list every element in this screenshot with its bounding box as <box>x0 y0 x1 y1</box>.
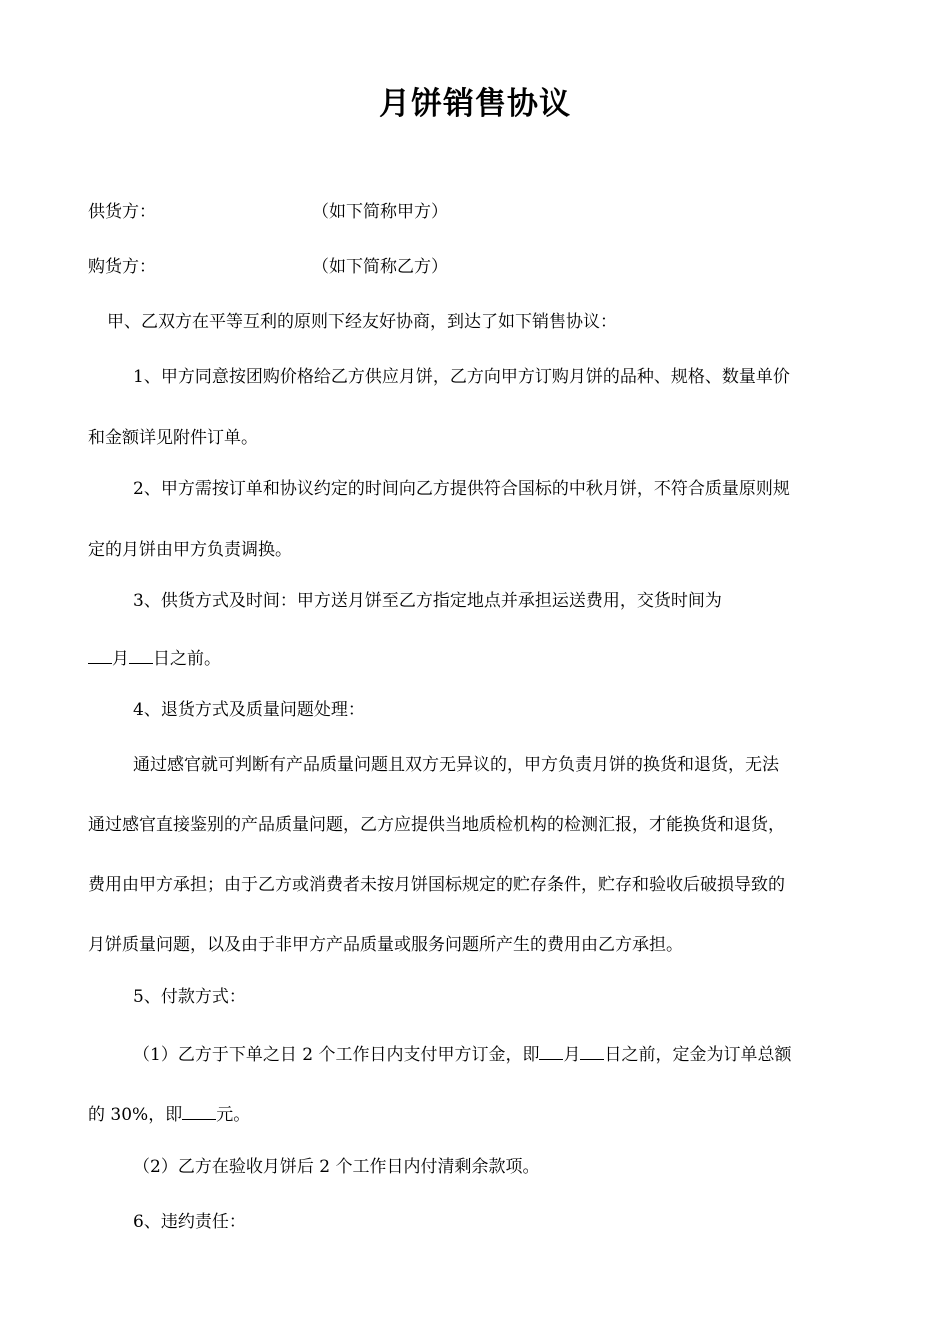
clause-5-1-month: 月 <box>563 1045 581 1065</box>
clause-4-line-2: 通过感官直接鉴别的产品质量问题，乙方应提供当地质检机构的检测汇报，才能换货和退货， <box>88 815 785 835</box>
month-blank <box>88 645 112 664</box>
deposit-month-blank <box>539 1041 563 1060</box>
intro-paragraph: 甲、乙双方在平等互利的原则下经友好协商，到达了如下销售协议： <box>107 312 617 332</box>
clause-5-1-line-1 <box>133 1041 791 1066</box>
clause-3-line-2 <box>88 645 221 670</box>
document-title: 月饼销售协议 <box>379 86 571 122</box>
clause-6-heading: 6、违约责任： <box>133 1212 246 1232</box>
clause-2-line-1: 2、甲方需按订单和协议约定的时间向乙方提供符合国标的中秋月饼，不符合质量原则规 <box>133 479 790 499</box>
clause-1-line-1: 1、甲方同意按团购价格给乙方供应月饼，乙方向甲方订购月饼的品种、规格、数量单价 <box>133 367 790 387</box>
clause-5-2: （2）乙方在验收月饼后 2 个工作日内付清剩余款项。 <box>133 1157 540 1177</box>
supplier-note: （如下简称甲方） <box>312 202 448 222</box>
clause-4-heading: 4、退货方式及质量问题处理： <box>133 700 365 720</box>
clause-5-1-text-d: 元。 <box>216 1105 251 1125</box>
clause-5-1-text-b: 日之前，定金为订单总额 <box>604 1045 792 1065</box>
deposit-day-blank <box>580 1041 604 1060</box>
buyer-label: 购货方： <box>88 257 156 277</box>
clause-4-line-4: 月饼质量问题，以及由于非甲方产品质量或服务问题所产生的费用由乙方承担。 <box>88 935 683 955</box>
clause-5-1-line-2 <box>88 1101 250 1126</box>
supplier-label: 供货方： <box>88 202 156 222</box>
clause-2-line-2: 定的月饼由甲方负责调换。 <box>88 540 292 560</box>
day-blank <box>129 645 153 664</box>
clause-4-line-1: 通过感官就可判断有产品质量问题且双方无异议的，甲方负责月饼的换货和退货，无法 <box>133 755 779 775</box>
clause-3-line-1: 3、供货方式及时间：甲方送月饼至乙方指定地点并承担运送费用，交货时间为 <box>133 591 722 611</box>
clause-1-line-2: 和金额详见附件订单。 <box>88 428 258 448</box>
buyer-note: （如下简称乙方） <box>312 257 448 277</box>
clause-5-heading: 5、付款方式： <box>133 987 246 1007</box>
clause-5-1-text-a: （1）乙方于下单之日 2 个工作日内支付甲方订金，即 <box>133 1045 540 1065</box>
clause-5-1-text-c: 的 30%，即 <box>88 1105 183 1125</box>
clause-3-month: 月 <box>112 649 129 669</box>
deposit-amount-blank <box>182 1101 216 1120</box>
clause-4-line-3: 费用由甲方承担；由于乙方或消费者未按月饼国标规定的贮存条件，贮存和验收后破损导致的 <box>88 875 785 895</box>
clause-3-day-tail: 日之前。 <box>153 649 221 669</box>
